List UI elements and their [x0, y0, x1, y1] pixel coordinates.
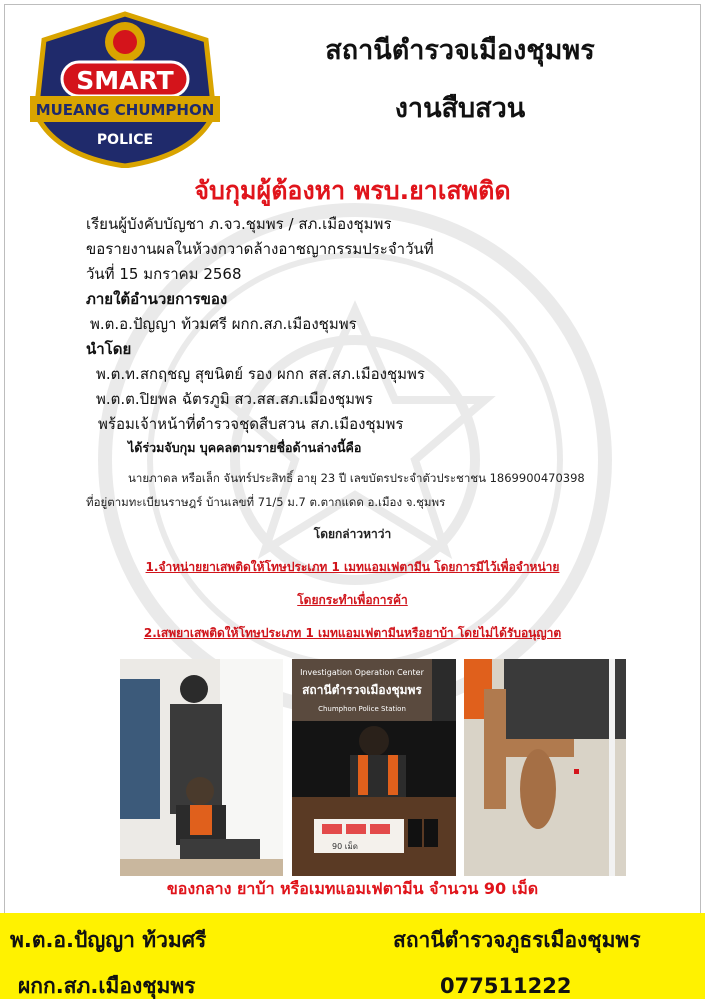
footer-bar	[0, 913, 705, 999]
footer-commander-name: พ.ต.อ.ปัญญา ท้วมศรี	[10, 928, 207, 952]
charge-label: โดยกล่าวหาว่า	[313, 527, 392, 541]
arrest-headline: จับกุมผู้ต้องหา พรบ.ยาเสพติด	[194, 176, 511, 205]
photo-evidence-closeup	[464, 659, 626, 876]
report-line-2: ขอรายงานผลในห้วงกวาดล้างอาชญากรรมประจำวันที่	[86, 240, 434, 258]
logo-brand-text: SMART	[76, 66, 174, 95]
footer-station-name: สถานีตำรวจภูธรเมืองชุมพร	[393, 928, 641, 952]
led-by-label: นำโดย	[86, 340, 132, 358]
department-subtitle: งานสืบสวน	[394, 93, 526, 124]
charge-1: 1.จำหน่ายยาเสพติดให้โทษประเภท 1 เมทแอมเฟตามีน โดยการมีไว้เพื่อจำหน่าย	[145, 560, 560, 574]
commander-name: พ.ต.อ.ปัญญา ท้วมศรี ผกก.สภ.เมืองชุมพร	[90, 315, 357, 333]
report-line-1: เรียนผู้บังคับบัญชา ภ.จว.ชุมพร / สภ.เมืองชุมพร	[86, 215, 392, 233]
smart-police-logo	[28, 10, 222, 168]
evidence-caption: ของกลาง ยาบ้า หรือเมทแอมเฟตามีน จำนวน 90 เม็ด	[166, 879, 539, 898]
leader-2: พ.ต.ต.ปิยพล ฉัตรภูมิ สว.สส.สภ.เมืองชุมพร	[96, 390, 373, 408]
footer-phone: 077511222	[440, 974, 572, 998]
arrest-intro: ได้ร่วมจับกุม บุคคลตามรายชื่อด้านล่างนี้คือ	[128, 440, 362, 455]
banner-main-text: สถานีตำรวจเมืองชุมพร	[302, 683, 422, 697]
leader-1: พ.ต.ท.สกฤชญ สุขนิตย์ รอง ผกก สส.สภ.เมืองชุมพร	[96, 365, 425, 383]
report-date: วันที่ 15 มกราคม 2568	[86, 265, 242, 283]
table-note-text: 90 เม็ด	[332, 842, 358, 851]
banner-bottom-text: Chumphon Police Station	[318, 705, 406, 713]
photo-suspect-table	[292, 659, 456, 876]
charge-2: 2.เสพยาเสพติดให้โทษประเภท 1 เมทแอมเฟตามีนหรือยาบ้า โดยไม่ได้รับอนุญาต	[143, 626, 562, 640]
footer-commander-position: ผกก.สภ.เมืองชุมพร	[18, 974, 196, 998]
banner-top-text: Investigation Operation Center	[300, 668, 424, 677]
command-label: ภายใต้อำนวยการของ	[86, 290, 228, 308]
suspect-table-image	[292, 659, 456, 876]
suspect-line-2: ที่อยู่ตามทะเบียนราษฎร์ บ้านเลขที่ 71/5 ม.7 ต.ตากแดด อ.เมือง จ.ชุมพร	[86, 495, 446, 509]
logo-line1-text: MUEANG CHUMPHON	[35, 101, 215, 119]
charge-1-continued: โดยกระทำเพื่อการค้า	[297, 593, 408, 607]
suspect-line-1: นายภาดล หรือเล็ก จันทร์ประสิทธิ์ อายุ 23 ปี เลขบัตรประจำตัวประชาชน 1869900470398	[128, 471, 585, 485]
photo-arrest-scene	[120, 659, 283, 876]
team-line: พร้อมเจ้าหน้าที่ตำรวจชุดสืบสวน สภ.เมืองชุมพร	[98, 415, 404, 433]
station-title: สถานีตำรวจเมืองชุมพร	[325, 35, 595, 66]
evidence-closeup-image	[464, 659, 626, 876]
arrest-scene-image	[120, 659, 283, 876]
logo-line2-text: POLICE	[96, 132, 154, 148]
